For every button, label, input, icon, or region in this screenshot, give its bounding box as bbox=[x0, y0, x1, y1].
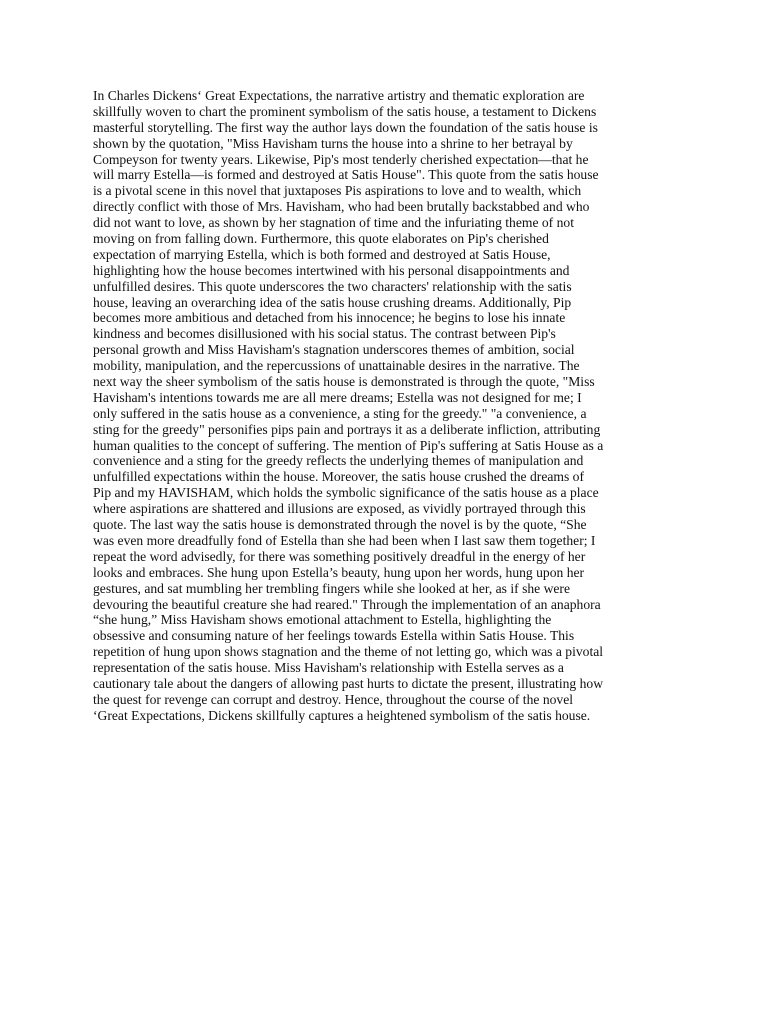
essay-line: “she hung,” Miss Havisham shows emotional attachment to Estella, highlighting the bbox=[93, 612, 552, 628]
essay-line: Compeyson for twenty years. Likewise, Pip's most tenderly cherished expectation—that he bbox=[93, 151, 589, 167]
essay-line: moving on from falling down. Furthermore, this quote elaborates on Pip's cherished bbox=[93, 231, 549, 247]
essay-line: directly conflict with those of Mrs. Havisham, who had been brutally backstabbed and who bbox=[93, 199, 590, 215]
essay-line: kindness and becomes disillusioned with his social status. The contrast between Pip's bbox=[93, 326, 556, 342]
essay-line: shown by the quotation, "Miss Havisham turns the house into a shrine to her betrayal by bbox=[93, 135, 573, 151]
essay-line: In Charles Dickens‘ Great Expectations, the narrative artistry and thematic exploration are bbox=[93, 88, 585, 103]
essay-line: house, leaving an overarching idea of the satis house crushing dreams. Additionally, Pip bbox=[93, 294, 572, 310]
essay-line: convenience and a sting for the greedy reflects the underlying themes of manipulation and bbox=[93, 453, 584, 469]
essay-line: where aspirations are shattered and illusions are exposed, as vividly portrayed through this bbox=[93, 501, 586, 517]
essay-line: representation of the satis house. Miss Havisham's relationship with Estella serves as a bbox=[93, 660, 564, 676]
essay-line: Pip and my HAVISHAM, which holds the symbolic significance of the satis house as a place bbox=[93, 485, 599, 501]
essay-paragraph bbox=[93, 88, 679, 724]
essay-line: gestures, and sat mumbling her trembling fingers while she looked at her, as if she were bbox=[93, 580, 570, 596]
essay-line: skillfully woven to chart the prominent symbolism of the satis house, a testament to Dickens bbox=[93, 103, 597, 119]
essay-line: only suffered in the satis house as a convenience, a sting for the greedy." "a convenience, a bbox=[93, 405, 587, 421]
essay-line: mobility, manipulation, and the repercussions of unattainable desires in the narrative. The bbox=[93, 358, 580, 374]
essay-line: devouring the beautiful creature she had reared." Through the implementation of an anaphora bbox=[93, 596, 601, 612]
essay-line: masterful storytelling. The first way the author lays down the foundation of the satis house is bbox=[93, 119, 598, 135]
essay-line: did not want to love, as shown by her stagnation of time and the infuriating theme of not bbox=[93, 215, 574, 231]
essay-line: becomes more ambitious and detached from his innocence; he begins to lose his innate bbox=[93, 310, 566, 326]
essay-line: was even more dreadfully fond of Estella than she had been when I last saw them together; I bbox=[93, 532, 596, 548]
essay-line: highlighting how the house becomes intertwined with his personal disappointments and bbox=[93, 262, 570, 278]
essay-line: expectation of marrying Estella, which is both formed and destroyed at Satis House, bbox=[93, 246, 551, 262]
essay-line: next way the sheer symbolism of the satis house is demonstrated is through the quote, "Miss bbox=[93, 374, 595, 390]
essay-line: sting for the greedy" personifies pips pain and portrays it as a deliberate infliction, attributing bbox=[93, 421, 601, 437]
essay-line: is a pivotal scene in this novel that juxtaposes Pis aspirations to love and to wealth, which bbox=[93, 183, 582, 199]
essay-line: Havisham's intentions towards me are all mere dreams; Estella was not designed for me; I bbox=[93, 389, 582, 405]
essay-line: ‘Great Expectations, Dickens skillfully captures a heightened symbolism of the satis house. bbox=[93, 707, 591, 723]
essay-line: human qualities to the concept of suffering. The mention of Pip's suffering at Satis House as a bbox=[93, 437, 604, 453]
essay-line: unfulfilled desires. This quote underscores the two characters' relationship with the satis bbox=[93, 278, 572, 294]
essay-line: looks and embraces. She hung upon Estella’s beauty, hung upon her words, hung upon her bbox=[93, 564, 585, 580]
essay-line: repetition of hung upon shows stagnation and the theme of not letting go, which was a pivotal bbox=[93, 644, 604, 660]
essay-line: unfulfilled expectations within the house. Moreover, the satis house crushed the dreams of bbox=[93, 469, 584, 485]
essay-line: obsessive and consuming nature of her feelings towards Estella within Satis House. This bbox=[93, 628, 575, 644]
essay-line: will marry Estella—is formed and destroyed at Satis House". This quote from the satis house bbox=[93, 167, 599, 183]
essay-line: personal growth and Miss Havisham's stagnation underscores themes of ambition, social bbox=[93, 342, 575, 358]
essay-line: cautionary tale about the dangers of allowing past hurts to dictate the present, illustrating how bbox=[93, 675, 604, 691]
essay-line: quote. The last way the satis house is demonstrated through the novel is by the quote, “She bbox=[93, 517, 587, 533]
essay-line: the quest for revenge can corrupt and destroy. Hence, throughout the course of the novel bbox=[93, 691, 574, 707]
essay-line: repeat the word advisedly, for there was something positively dreadful in the energy of her bbox=[93, 548, 586, 564]
